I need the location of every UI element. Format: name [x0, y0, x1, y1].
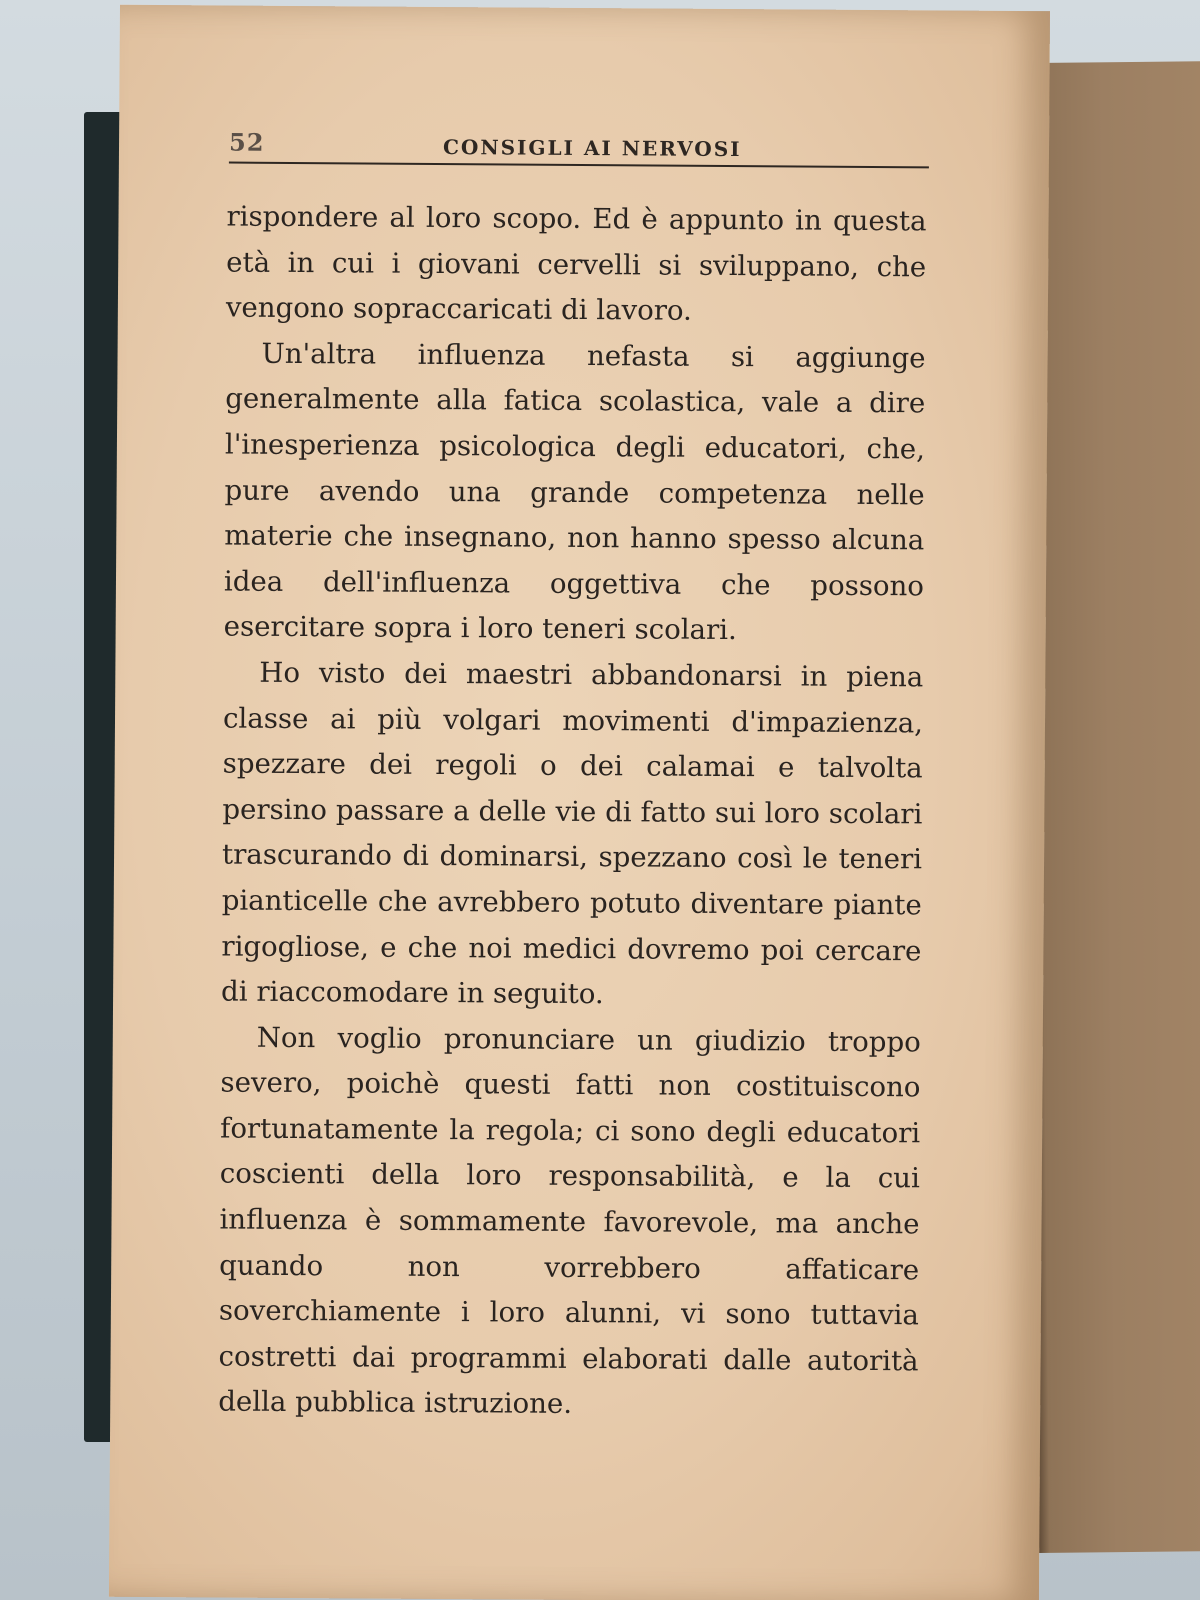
book-page — [109, 5, 1050, 1600]
running-head — [229, 126, 929, 169]
paragraph-4: Non voglio pronunciare un giudizio troppo severo, poichè questi fatti non costituiscono fortunatamente la regola; ci sono degli educatori coscienti della loro responsabilità, e la cui influenza è sommamente favorevole, ma anche quando non vorrebbero affaticare soverchiamente i loro alunni, vi sono tuttavia costretti dai programmi elaborati dalle autorità della pubblica istruzione. — [218, 1020, 921, 1421]
page-number: 52 — [228, 127, 265, 157]
paragraph-1: rispondere al loro scopo. Ed è appunto in questa età in cui i giovani cervelli si sviluppano, che vengono sopraccaricati di lavoro. — [225, 199, 927, 327]
running-title: CONSIGLI AI NERVOSI — [442, 135, 742, 162]
facing-board — [1022, 61, 1200, 1553]
paragraph-2: Un'altra influenza nefasta si aggiunge generalmente alla fatica scolastica, vale a dire l'inesperienza psicologica degli educatori, che, pure avendo una grande competenza nelle materie che insegnano, non hanno spesso alcuna idea dell'influenza oggettiva che possono esercitare sopra i loro teneri scolari. — [223, 336, 926, 647]
body-text — [218, 194, 927, 1430]
paragraph-3: Ho visto dei maestri abbandonarsi in piena classe ai più volgari movimenti d'impazienza, spezzare dei regoli o dei calamai e talvolta persino passare a delle vie di fatto sui loro scolari trascurando di dominarsi, spezzano così le teneri pianticelle che avrebbero potuto diventare piante rigogliose, e che noi medici dovremo poi cercare di riaccomodare in seguito. — [221, 655, 924, 1011]
